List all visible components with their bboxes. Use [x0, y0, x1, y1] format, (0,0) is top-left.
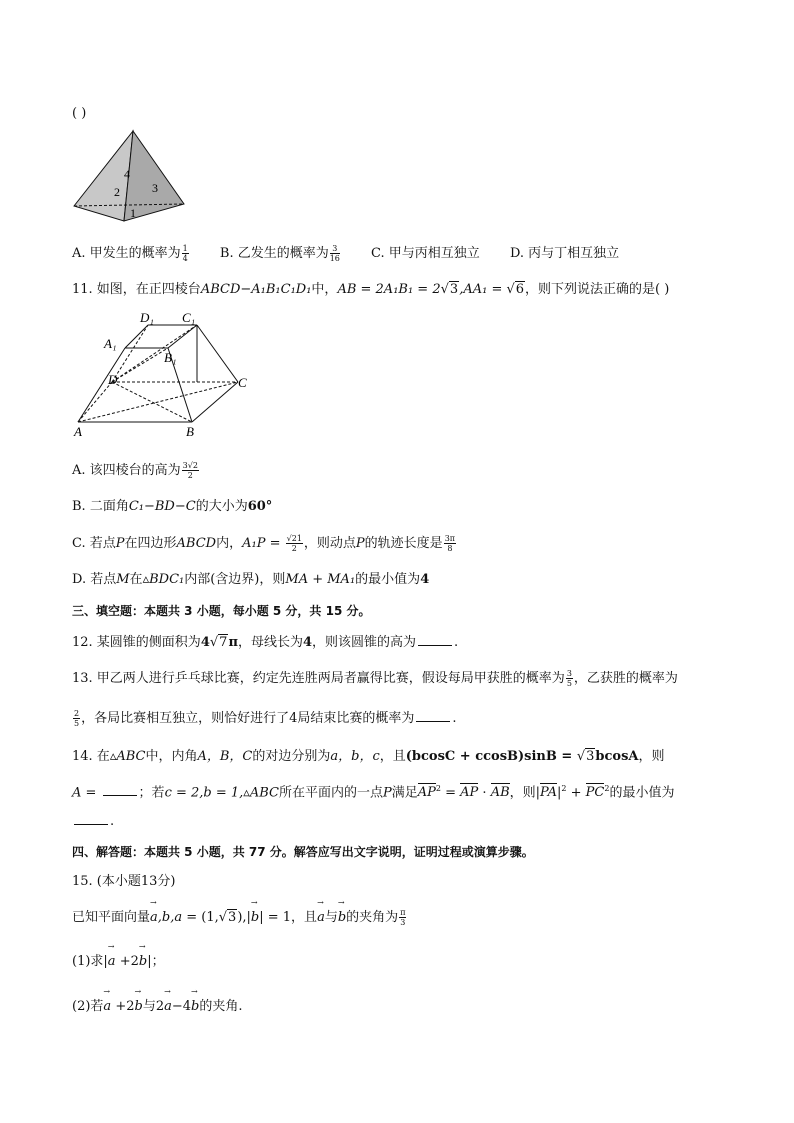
q15-heading: 15. (本小题13分) — [72, 874, 176, 889]
q10-option-c[interactable]: C. 甲与丙相互独立 — [371, 246, 480, 261]
q14-answer-blank-2[interactable] — [74, 812, 108, 825]
q14-line3: . — [72, 812, 114, 832]
q10-option-a[interactable]: A. 甲发生的概率为 $\frac{1}{4}$ — [72, 244, 188, 263]
q13-line1: 13. 甲乙两人进行乒乓球比赛，约定先连胜两局者赢得比赛，假设每局甲获胜的概率为 $\frac{3}{5}$ ，乙获胜的概率为 — [72, 669, 678, 688]
q11-option-a[interactable]: A. 该四棱台的高为 $\frac{3√2}{2}$ — [72, 461, 198, 480]
q11-option-d[interactable]: D. 若点M在▵BDC₁内部(含边界)，则MA + MA₁的最小值为4 — [72, 572, 430, 587]
q14-answer-blank-1[interactable] — [103, 783, 137, 796]
q10-option-b[interactable]: B. 乙发生的概率为 $\frac{3}{16}$ — [219, 244, 340, 263]
label-C1: C₁ — [182, 310, 196, 325]
face-label-2: 2 — [114, 185, 120, 199]
q15-stem: 已知平面向量→ a,b,a = (1,√3),|→ b| = 1，且→ a与→ b的夹角为 $\frac{\pi}{3}$ — [72, 908, 407, 928]
label-C: C — [238, 375, 247, 390]
label-D: D — [108, 372, 118, 387]
q15-part2: (2)若→ a +2→ b与2→ a−4→ b的夹角. — [72, 997, 243, 1017]
q11-option-b[interactable]: B. 二面角C₁−BD−C的大小为60° — [72, 499, 273, 514]
face-label-4: 4 — [124, 167, 130, 181]
q13-answer-blank[interactable] — [416, 709, 450, 722]
q12-text: 12. 某圆锥的侧面积为4√7π，母线长为4，则该圆锥的高为 . — [72, 635, 459, 650]
label-D1: D₁ — [140, 310, 154, 325]
q11-stem: 11. 如图，在正四棱台ABCD−A₁B₁C₁D₁中，AB = 2A₁B₁ = 2√3,AA₁ = √6，则下列说法正确的是( ) — [72, 282, 670, 297]
section-fill-in-heading: 三、填空题：本题共 3 小题，每小题 5 分，共 15 分。 — [72, 604, 371, 618]
q10-options — [72, 244, 645, 264]
q10-answer-paren: ( ) — [72, 106, 87, 121]
frustum-figure — [72, 310, 258, 442]
tetrahedron-figure — [72, 128, 188, 224]
q15-part1: (1)求|→ a +2→ b|； — [72, 952, 165, 972]
q10-option-d[interactable]: D. 丙与丁相互独立 — [509, 246, 620, 261]
q11-option-c[interactable]: C. 若点P在四边形ABCD内，A₁P = $\frac{√21}{2}$ ，则动点P的轨迹长度是 $\frac{3\pi}{8}$ — [72, 534, 456, 553]
q14-line1: 14. 在▵ABC中，内角A，B，C的对边分别为a，b，c，且(bcosC + ccosB)sinB = √3bcosA，则 — [72, 749, 665, 764]
q12-answer-blank[interactable] — [418, 633, 452, 646]
label-B1: B₁ — [164, 350, 177, 365]
label-B: B — [186, 424, 194, 439]
q14-line2: A = ；若c = 2,b = 1,▵ABC所在平面内的一点P满足$AP^2$ = AP · AB，则$|PA|^2 + PC^2$的最小值为 — [72, 784, 675, 801]
q13-line2: $\frac{2}{5}$ ，各局比赛相互独立，则恰好进行了4局结束比赛的概率为 . — [74, 709, 457, 728]
face-label-1: 1 — [130, 206, 136, 220]
face-label-3: 3 — [152, 181, 158, 195]
label-A: A — [74, 424, 82, 439]
label-A1: A₁ — [104, 336, 117, 351]
section-answer-heading: 四、解答题：本题共 5 小题，共 77 分。解答应写出文字说明，证明过程或演算步骤。 — [72, 845, 534, 859]
